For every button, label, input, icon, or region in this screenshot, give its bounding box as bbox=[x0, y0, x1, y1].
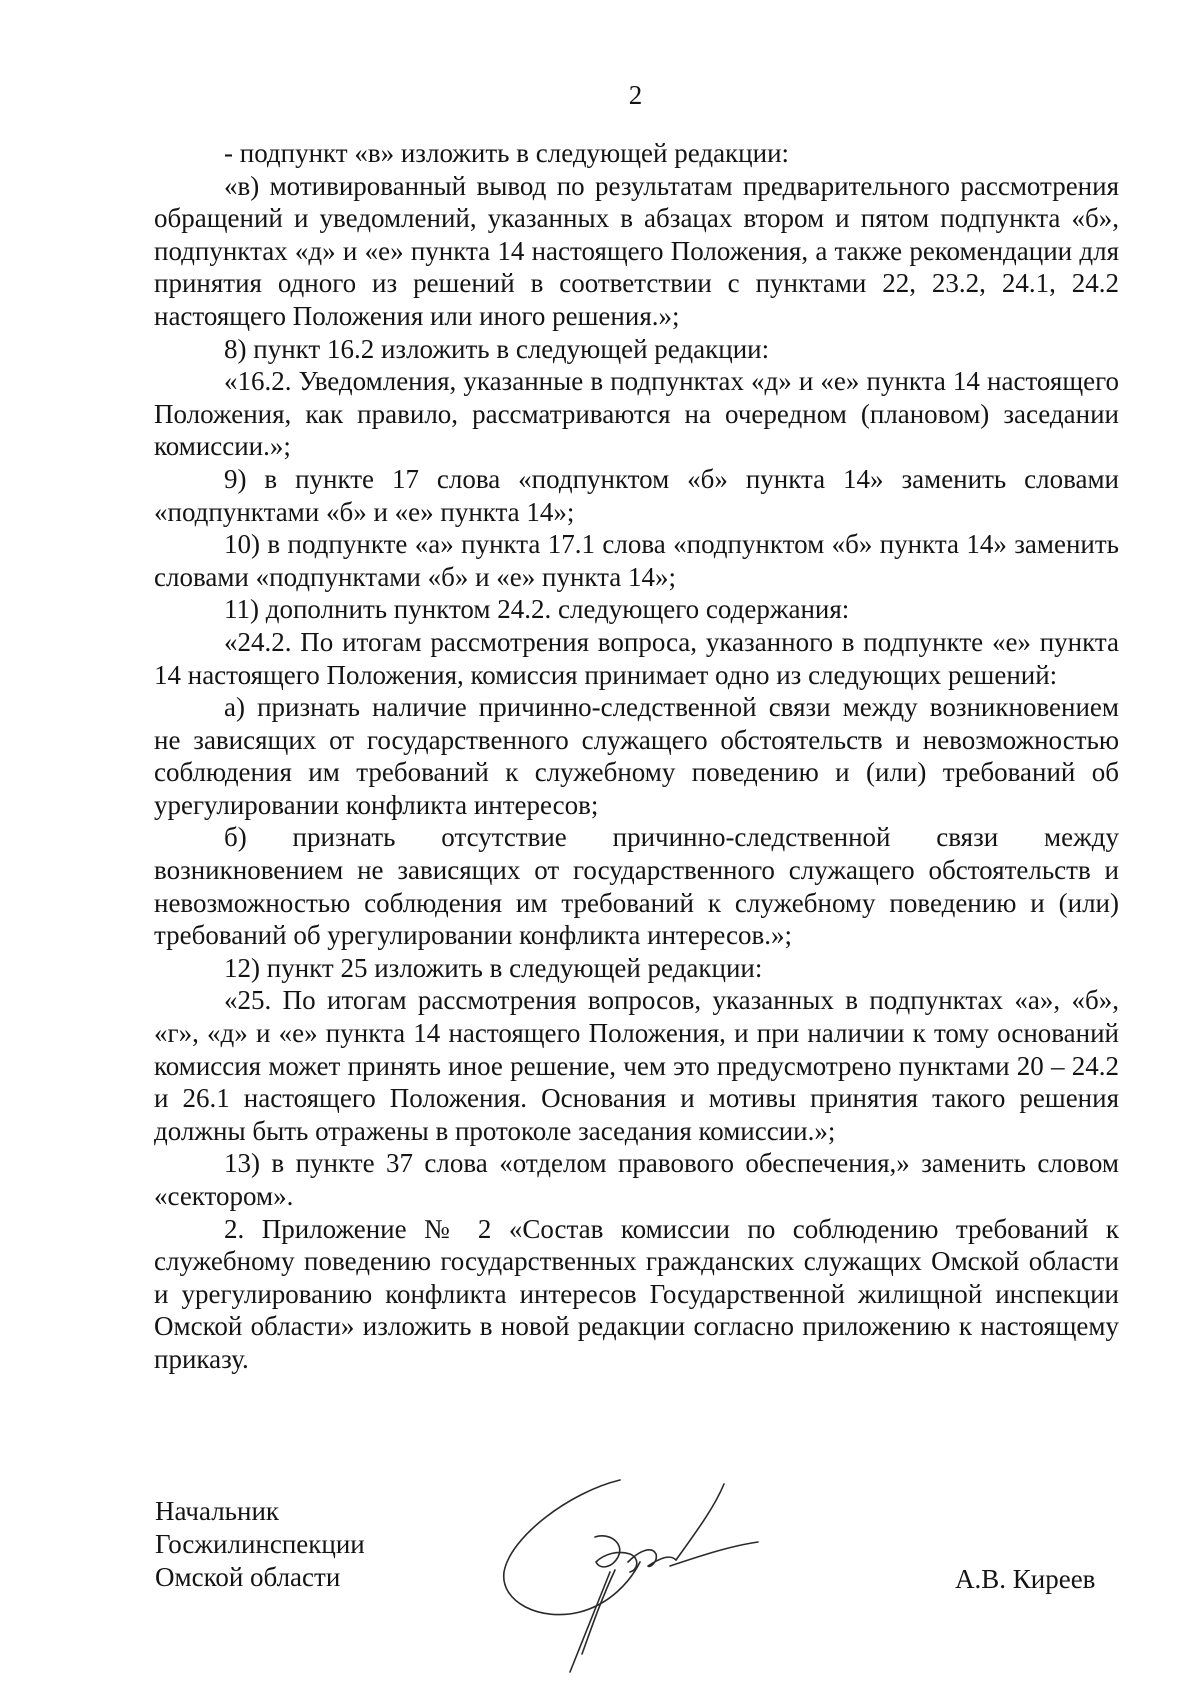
signer-name: А.В. Киреев bbox=[955, 1564, 1096, 1594]
signatory-position-line: Омской области bbox=[155, 1562, 341, 1592]
paragraph: 13) в пункте 37 слова «отделом правового обеспечения,» заменить словом «сектором». bbox=[154, 1148, 1119, 1211]
paragraph: 8) пункт 16.2 изложить в следующей редакции: bbox=[224, 333, 770, 364]
paragraph: 10) в подпункте «а» пункта 17.1 слова «подпунктом «б» пункта 14» заменить словами «подпунктами «б» и «е» пункта 14»; bbox=[154, 529, 1119, 592]
paragraph: 2. Приложение № 2 «Состав комиссии по соблюдению требований к служебному поведению государственных гражданских служащих Омской области и урегулированию конфликта интересов Государственной жилищной инспекции Омской области» изложить в новой редакции согласно приложению к настоящему приказу. bbox=[154, 1213, 1119, 1374]
signatory-position bbox=[155, 1495, 365, 1594]
page-number: 2 bbox=[628, 80, 643, 110]
document-body bbox=[154, 137, 1119, 1376]
paragraph: б) признать отсутствие причинно-следственной связи между возникновением не зависящих от государственного служащего обстоятельств и невозможностью соблюдения им требований к служебному поведению и (или) требований об урегулировании конфликта интересов.»; bbox=[154, 822, 1119, 951]
paragraph: «24.2. По итогам рассмотрения вопроса, указанного в подпункте «е» пункта 14 настоящего Положения, комиссия принимает одно из следующих решений: bbox=[154, 626, 1119, 690]
signatory-position-line: Начальник bbox=[155, 1496, 280, 1526]
paragraph: «16.2. Уведомления, указанные в подпунктах «д» и «е» пункта 14 настоящего Положения, как правило, рассматриваются на очередном (плановом) заседании комиссии.»; bbox=[154, 366, 1119, 462]
paragraph: а) признать наличие причинно-следственной связи между возникновением не зависящих от государственного служащего обстоятельств и невозможностью соблюдения им требований к служебному поведению и (или) требований об урегулировании конфликта интересов; bbox=[154, 692, 1119, 820]
paragraph: 11) дополнить пунктом 24.2. следующего содержания: bbox=[224, 594, 850, 625]
paragraph: «в) мотивированный вывод по результатам предварительного рассмотрения обращений и уведомлений, указанных в абзацах втором и пятом подпункта «б», подпунктах «д» и «е» пункта 14 настоящего Положения, а также рекомендации для принятия одного из решений в соответствии с пунктами 22, 23.2, 24.1, 24.2 настоящего Положения или иного решения.»; bbox=[154, 170, 1119, 331]
paragraph: 9) в пункте 17 слова «подпунктом «б» пункта 14» заменить словами «подпунктами «б» и «е» пункта 14»; bbox=[154, 463, 1119, 527]
handwritten-signature bbox=[500, 1462, 760, 1682]
paragraph: 12) пункт 25 изложить в следующей редакции: bbox=[224, 952, 763, 983]
paragraph: - подпункт «в» изложить в следующей редакции: bbox=[224, 138, 790, 168]
signatory-position-line: Госжилинспекции bbox=[155, 1529, 365, 1559]
paragraph: «25. По итогам рассмотрения вопросов, указанных в подпунктах «а», «б», «г», «д» и «е» пункта 14 настоящего Положения, и при наличии к тому оснований комиссия может принять иное решение, чем это предусмотрено пунктами 20 – 24.2 и 26.1 настоящего Положения. Основания и мотивы принятия такого решения должны быть отражены в протоколе заседания комиссии.»; bbox=[154, 985, 1119, 1146]
